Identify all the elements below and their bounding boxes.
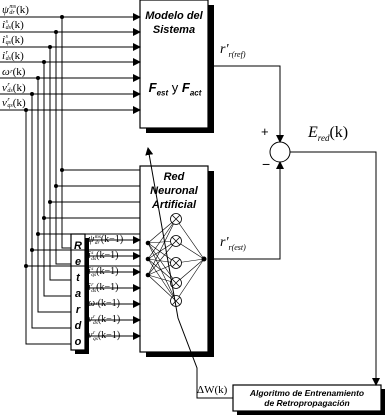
dot bbox=[24, 264, 28, 268]
signal-argument: (k) bbox=[10, 19, 24, 31]
error-subscript: red bbox=[317, 133, 330, 144]
signal-superscript: r bbox=[92, 313, 96, 320]
signal-subscript: dr bbox=[94, 239, 100, 246]
signal-superscript: r bbox=[7, 97, 10, 104]
dot bbox=[54, 30, 58, 34]
signal-argument: (k) bbox=[10, 34, 24, 46]
signal-superscript: s bbox=[91, 249, 94, 256]
signal-label bbox=[2, 34, 24, 46]
signal-argument: (k−1) bbox=[97, 330, 121, 341]
model-functions bbox=[143, 80, 207, 98]
signal-label bbox=[88, 250, 118, 261]
model-title-line2: Sistema bbox=[152, 24, 196, 36]
error-symbol: E bbox=[308, 124, 318, 141]
signal-argument: (k) bbox=[12, 66, 26, 78]
dot bbox=[36, 76, 40, 80]
signal-label bbox=[88, 330, 120, 341]
signal-symbol: ψ bbox=[88, 234, 95, 245]
nn-output-node bbox=[202, 257, 207, 262]
training-line1: Algoritmo de Entrenamiento bbox=[249, 388, 365, 398]
signal-symbol: i bbox=[88, 250, 91, 261]
signal-subscript: ds bbox=[92, 319, 98, 326]
delay-letter: t bbox=[76, 272, 80, 284]
signal-subscript: qs bbox=[92, 335, 98, 342]
signal-superscript: r bbox=[5, 50, 8, 57]
delay-block-letters bbox=[71, 238, 85, 350]
signal-argument: (k−1) bbox=[100, 234, 124, 245]
weight-update-symbol: ΔW bbox=[197, 384, 215, 396]
branch-delay-1 bbox=[62, 170, 71, 248]
delay-letter: o bbox=[74, 336, 82, 348]
signal-symbol: i bbox=[2, 19, 6, 31]
signal-subscript: ds bbox=[91, 287, 97, 294]
error-line bbox=[290, 152, 376, 385]
dot bbox=[60, 168, 64, 172]
dot bbox=[36, 232, 40, 236]
signal-superscript: r bbox=[92, 329, 96, 336]
dot bbox=[42, 216, 46, 220]
nn-block-title bbox=[140, 170, 208, 212]
error-label bbox=[308, 124, 348, 143]
signal-superscript: s bbox=[5, 19, 8, 26]
nn-output-symbol: r' bbox=[220, 235, 229, 250]
signal-symbol: ω bbox=[88, 298, 96, 309]
signal-symbol: v bbox=[2, 82, 7, 94]
signal-subscript: dr bbox=[9, 10, 15, 17]
signal-label bbox=[88, 282, 118, 293]
dot bbox=[30, 92, 34, 96]
signal-symbol: ω bbox=[2, 66, 10, 78]
branch-4 bbox=[44, 62, 140, 218]
weight-update-label bbox=[197, 384, 227, 396]
signal-argument: (k) bbox=[10, 50, 24, 62]
signal-subscript: ds bbox=[91, 255, 97, 262]
delay-letter: R bbox=[74, 240, 82, 252]
model-output-subscript: r(ref) bbox=[228, 49, 246, 59]
f-est-symbol: F bbox=[148, 80, 157, 95]
signal-superscript: s bbox=[5, 34, 8, 41]
f-act-subscript: act bbox=[189, 88, 202, 98]
branch-6 bbox=[32, 94, 140, 250]
sum-plus-sign: + bbox=[261, 124, 269, 139]
signal-symbol: ψ bbox=[2, 4, 9, 16]
dot bbox=[48, 45, 52, 49]
signal-argument: (k) bbox=[16, 4, 29, 16]
signal-symbol: v bbox=[88, 314, 93, 325]
signal-label bbox=[88, 234, 123, 245]
signal-argument: (k) bbox=[12, 97, 26, 109]
signal-argument: (k−1) bbox=[96, 250, 119, 261]
summing-junction bbox=[270, 142, 290, 162]
model-output-label bbox=[220, 42, 245, 59]
signal-label bbox=[88, 298, 120, 309]
branch-delay-3 bbox=[50, 202, 71, 280]
signal-subscript: ds bbox=[7, 88, 13, 95]
branch-2 bbox=[56, 32, 140, 186]
signal-label bbox=[88, 314, 120, 325]
signal-symbol: i bbox=[2, 34, 6, 46]
branch-delay-4 bbox=[44, 218, 71, 296]
f-act-symbol: F bbox=[181, 80, 190, 95]
sum-minus-sign: − bbox=[262, 156, 271, 172]
branch-delay-5 bbox=[38, 234, 71, 312]
signal-argument: (k−1) bbox=[96, 282, 119, 293]
signal-symbol: i bbox=[88, 266, 91, 277]
branch-delay-7 bbox=[26, 266, 71, 344]
nn-title-line2: Artificial bbox=[151, 199, 196, 211]
branch-delay-2 bbox=[56, 186, 71, 264]
signal-subscript: qs bbox=[91, 271, 97, 278]
branch-5 bbox=[38, 78, 140, 234]
dot bbox=[30, 248, 34, 252]
delayed-input-label bbox=[88, 325, 120, 343]
signal-argument: (k) bbox=[12, 82, 26, 94]
branch-3 bbox=[50, 47, 140, 202]
model-input-label bbox=[2, 93, 26, 111]
signal-subscript: qs bbox=[5, 40, 11, 47]
signal-symbol: i bbox=[88, 282, 91, 293]
weight-update-arg: (k) bbox=[214, 384, 228, 396]
signal-label bbox=[88, 266, 118, 277]
signal-symbol: i bbox=[2, 50, 6, 62]
signal-superscript: r bbox=[7, 82, 10, 89]
model-title-line1: Modelo del bbox=[145, 10, 203, 22]
delay-letter: e bbox=[74, 256, 82, 268]
dot bbox=[60, 15, 64, 19]
signal-label bbox=[2, 66, 25, 78]
signal-label bbox=[2, 97, 26, 109]
delay-letter: d bbox=[74, 320, 82, 332]
dot bbox=[48, 200, 52, 204]
nn-output-subscript: r(est) bbox=[228, 242, 246, 252]
signal-symbol: v bbox=[2, 97, 7, 109]
signal-subscript: r bbox=[10, 69, 13, 76]
signal-subscript: ds bbox=[5, 25, 11, 32]
signal-superscript: s bbox=[91, 265, 94, 272]
signal-superscript: ms bbox=[9, 4, 17, 11]
delay-letter: r bbox=[75, 304, 81, 316]
training-line2: de Retropropagación bbox=[264, 398, 350, 408]
signal-superscript: r bbox=[91, 281, 94, 288]
error-arg: (k) bbox=[329, 124, 349, 141]
signal-label bbox=[2, 50, 24, 62]
signal-argument: (k−1) bbox=[97, 314, 121, 325]
signal-argument: (k−1) bbox=[97, 298, 121, 309]
signal-subscript: r bbox=[95, 300, 98, 307]
signal-argument: (k−1) bbox=[96, 266, 119, 277]
signal-symbol: v bbox=[88, 330, 93, 341]
nn-title-line1: Red Neuronal bbox=[150, 171, 198, 197]
f-est-subscript: est bbox=[156, 88, 169, 98]
dot bbox=[42, 60, 46, 64]
model-to-sum bbox=[208, 66, 280, 142]
signal-superscript: ms bbox=[94, 233, 101, 240]
model-block-title bbox=[140, 9, 208, 37]
signal-subscript: ds bbox=[5, 56, 11, 63]
delay-letter: a bbox=[74, 288, 82, 300]
model-output-symbol: r' bbox=[220, 42, 229, 57]
dot bbox=[54, 184, 58, 188]
training-block-text bbox=[233, 388, 381, 408]
nn-output-label bbox=[220, 235, 246, 252]
f-conjunction: y bbox=[171, 80, 179, 95]
signal-subscript: qs bbox=[7, 103, 13, 110]
